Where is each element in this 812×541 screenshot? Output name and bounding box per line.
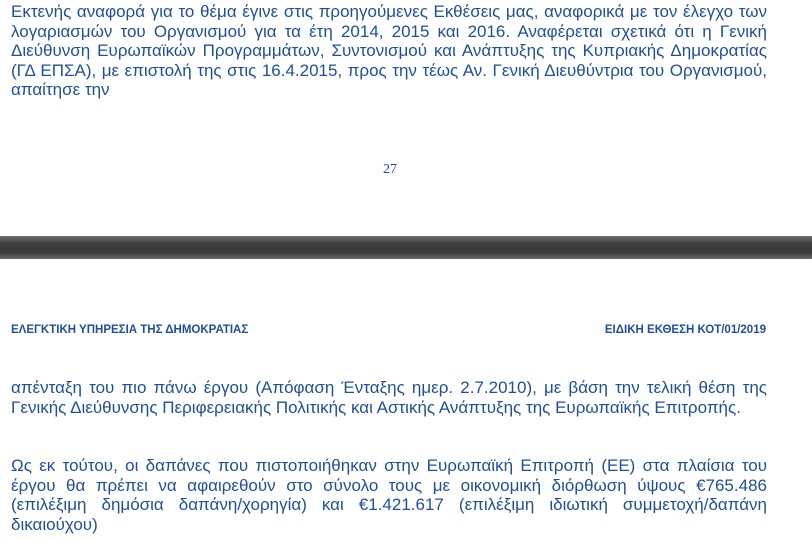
running-header-right: ΕΙΔΙΚΗ ΕΚΘΕΣΗ ΚΟΤ/01/2019: [604, 324, 766, 336]
document-page-top: [0, 0, 812, 236]
text-line: της Ευρωπαϊκής Επιτροπής.: [525, 397, 741, 417]
paragraph: [11, 2, 767, 100]
text-line: (επιλέξιμη ιδιωτική συμμετοχή/δαπάνη δικαιούχου): [11, 495, 768, 534]
text-line: Ως εκ τούτου, οι δαπάνες που πιστοποιήθηκαν στην Ευρωπαϊκή Επιτροπή (ΕΕ) στα: [11, 456, 670, 475]
page-separator: [0, 236, 812, 259]
text-line: τον έλεγχο των λογαριασμών του Οργανισμού για τα έτη 2014, 2015 και 2016.: [11, 2, 768, 41]
text-line: απένταξη του πιο πάνω έργου (Απόφαση Ένταξης ημερ. 2.7.2010), με βάση την: [11, 378, 640, 397]
text-line: Συντονισμού και Ανάπτυξης της Κυπριακής Δημοκρατίας (ΓΔ ΕΠΣΑ), με επιστολή της: [11, 41, 767, 80]
text-line: Εκτενής αναφορά για το θέμα έγινε στις προηγούμενες Εκθέσεις μας, αναφορικά με: [11, 2, 648, 21]
paragraph: [11, 456, 767, 534]
text-line: πλαίσια του έργου θα πρέπει να αφαιρεθούν στο σύνολο τους με οικονομική: [11, 456, 767, 495]
running-header-left: ΕΛΕΓΚΤΙΚΗ ΥΠΗΡΕΣΙΑ ΤΗΣ ΔΗΜΟΚΡΑΤΙΑΣ: [11, 324, 249, 336]
text-line: Αναφέρεται σχετικά ότι η Γενική Διεύθυνση Ευρωπαϊκών Προγραμμάτων,: [11, 21, 768, 61]
text-line: στις 16.4.2015, προς την τέως Αν. Γενική Διευθύντρια του Οργανισμού, απαίτησε την: [11, 60, 767, 100]
text-line: διόρθωση ύψους €765.486 (επιλέξιμη δημόσια δαπάνη/χορηγία) και €1.421.617: [11, 475, 767, 515]
paragraph: [11, 378, 767, 417]
text-line: τελική θέση της Γενικής Διεύθυνσης Περιφερειακής Πολιτικής και Αστικής Ανάπτυξης: [11, 378, 767, 417]
document-page-bottom: [0, 259, 812, 541]
page-number: 27: [383, 162, 397, 177]
